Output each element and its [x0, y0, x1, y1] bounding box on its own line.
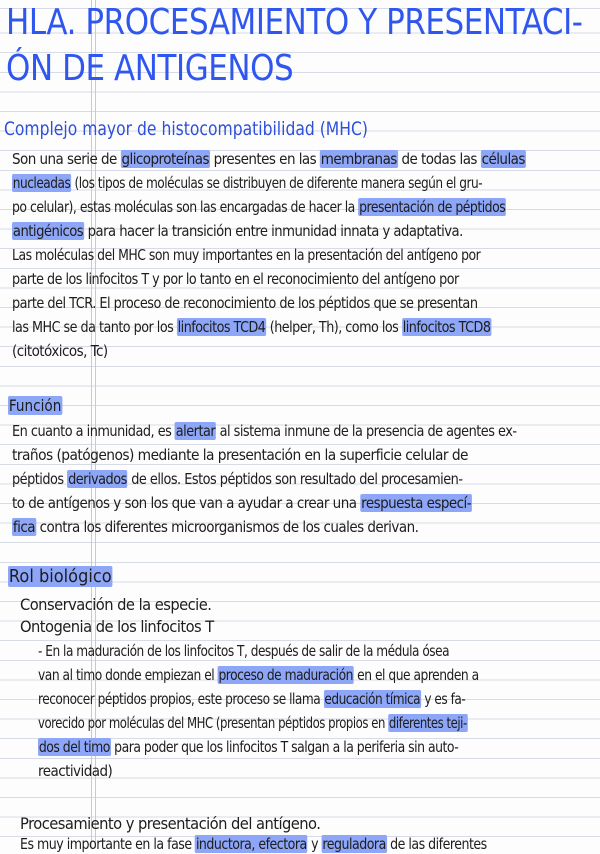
highlight: proceso de maduración [218, 666, 353, 684]
text-line: las MHC se da tanto por los linfocitos TCD4 (helper, Th), como los linfocitos TCD8 [12, 318, 491, 336]
sub-item: reactividad) [38, 762, 113, 780]
highlight: linfocitos TCD4 [177, 318, 266, 336]
highlight: inductora, efectora [195, 835, 307, 853]
text-line: (citotóxicos, Tc) [12, 342, 108, 360]
section-heading-rol: Rol biológico [8, 566, 112, 587]
sub-item: reconocer péptidos propios, este proceso se llama educación tímica y es fa- [38, 690, 466, 708]
text-line: antigénicos para hacer la transición entre inmunidad innata y adaptativa. [12, 222, 463, 240]
title-line-2: ÓN DE ANTIGENOS [6, 48, 294, 89]
highlight: nucleadas [12, 174, 71, 192]
text-line: péptidos derivados de ellos. Estos péptidos son resultado del procesamien- [12, 470, 463, 488]
page-title [6, 0, 583, 92]
text-line: parte del TCR. El proceso de reconocimiento de los péptidos que se presentan [12, 294, 478, 312]
text-line: fica contra los diferentes microorganismos de los cuales derivan. [12, 518, 419, 536]
highlight: antigénicos [12, 222, 84, 240]
highlight: membranas [320, 150, 397, 168]
highlight: reguladora [322, 835, 386, 853]
sub-item: dos del timo para poder que los linfocitos T salgan a la periferia sin auto- [38, 738, 459, 756]
text-line: Las moléculas del MHC son muy importantes en la presentación del antígeno por [12, 246, 481, 264]
list-item: Procesamiento y presentación del antígeno. [20, 814, 321, 833]
list-item: Conservación de la especie. [20, 595, 212, 614]
highlight: dos del timo [38, 738, 110, 756]
highlight: educación tímica [324, 690, 421, 708]
text-line: nucleadas (los tipos de moléculas se distribuyen de diferente manera según el gru- [12, 174, 483, 192]
highlight: respuesta especí- [361, 494, 472, 512]
highlight: células [481, 150, 525, 168]
text-line: En cuanto a inmunidad, es alertar al sistema inmune de la presencia de agentes ex- [12, 422, 517, 440]
text-line: po celular), estas moléculas son las encargadas de hacer la presentación de péptidos [12, 198, 506, 216]
highlight: alertar [175, 422, 216, 440]
sub-item: - En la maduración de los linfocitos T, después de salir de la médula ósea [38, 642, 450, 660]
section-heading-funcion: Función [8, 396, 62, 415]
list-item: Ontogenia de los linfocitos T [20, 617, 214, 636]
section-heading-mhc: Complejo mayor de histocompatibilidad (MHC) [4, 118, 368, 140]
text-line: parte de los linfocitos T y por lo tanto en el reconocimiento del antígeno por [12, 270, 459, 288]
sub-item: vorecido por moléculas del MHC (presentan péptidos propios en diferentes teji- [38, 714, 467, 732]
highlight: linfocitos TCD8 [402, 318, 491, 336]
text-line: traños (patógenos) mediante la presentación en la superficie celular de [12, 446, 468, 464]
highlight: derivados [68, 470, 127, 488]
highlight: diferentes teji- [388, 714, 467, 732]
text-line: to de antígenos y son los que van a ayudar a crear una respuesta especí- [12, 494, 472, 512]
text-line: Es muy importante en la fase inductora, efectora y reguladora de las diferentes [20, 835, 487, 853]
highlight: presentación de péptidos [359, 198, 506, 216]
sub-item: van al timo donde empiezan el proceso de maduración en el que aprenden a [38, 666, 479, 684]
highlight: glicoproteínas [121, 150, 209, 168]
title-line-1: HLA. PROCESAMIENTO Y PRESENTACI- [6, 2, 583, 43]
text-line: Son una serie de glicoproteínas presentes en las membranas de todas las células [12, 150, 525, 168]
highlight: fica [12, 518, 35, 536]
